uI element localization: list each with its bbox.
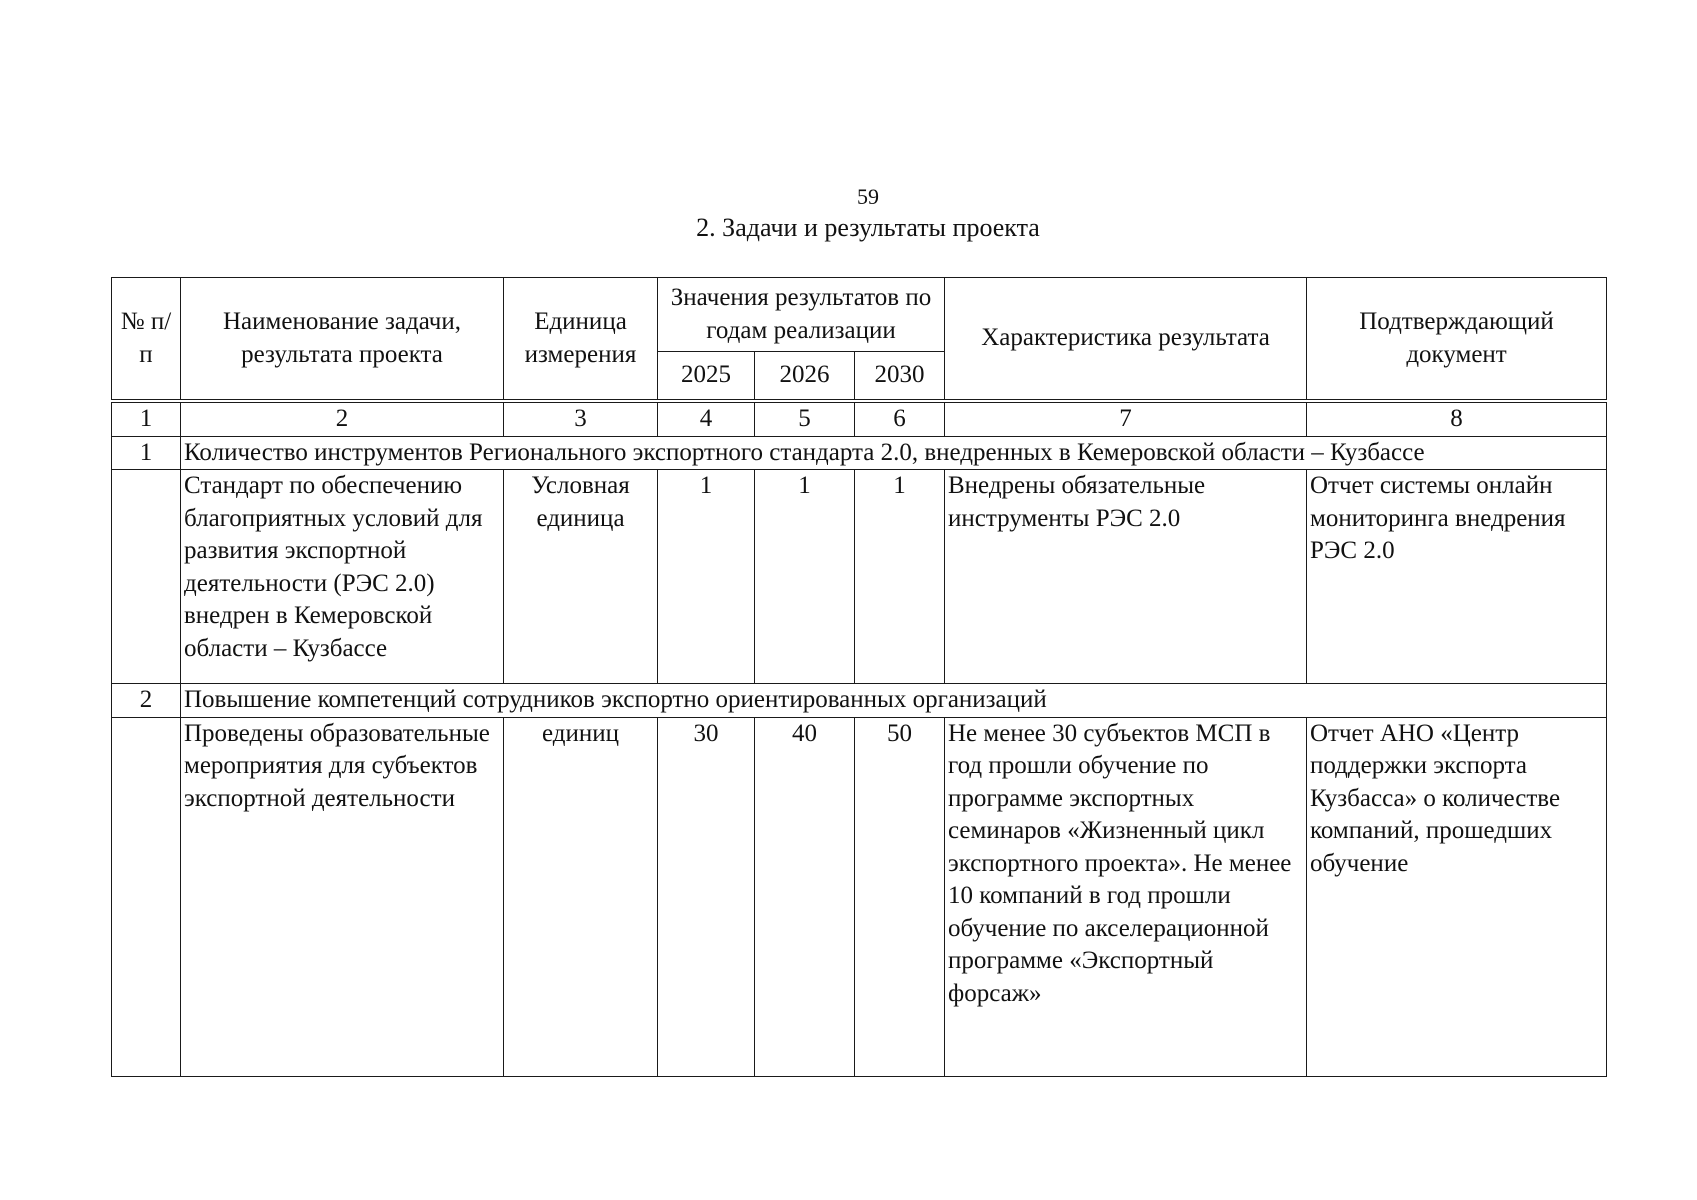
result-number-cell [112, 470, 181, 684]
column-number: 2 [181, 403, 504, 437]
column-number: 6 [855, 403, 945, 437]
task-number: 2 [112, 684, 181, 718]
result-row [112, 717, 1607, 1076]
column-number: 3 [504, 403, 658, 437]
result-name: Проведены образовательные мероприятия для субъектов экспортной деятельности [181, 717, 504, 1076]
result-value-2025: 1 [658, 470, 755, 684]
header-characteristic: Характеристика результата [945, 278, 1307, 400]
result-unit: единиц [504, 717, 658, 1076]
result-document: Отчет АНО «Центр поддержки экспорта Кузбасса» о количестве компаний, прошедших обучение [1307, 717, 1607, 1076]
header-unit: Единица измерения [504, 278, 658, 400]
header-year-2030: 2030 [855, 352, 945, 400]
result-characteristic: Не менее 30 субъектов МСП в год прошли обучение по программе экспортных семинаров «Жизненный цикл экспортного проекта». Не менее 10 компаний в год прошли обучение по акселерационной программе «Экспортный форсаж» [945, 717, 1307, 1076]
page-number: 59 [857, 184, 879, 209]
task-row [112, 436, 1607, 470]
task-number: 1 [112, 436, 181, 470]
task-row [112, 684, 1607, 718]
column-numbers-row [112, 403, 1607, 437]
header-task-name: Наименование задачи, результата проекта [181, 278, 504, 400]
result-value-2026: 40 [755, 717, 855, 1076]
column-number: 4 [658, 403, 755, 437]
task-title: Повышение компетенций сотрудников экспортно ориентированных организаций [181, 684, 1607, 718]
results-table-header [111, 277, 1607, 400]
result-document: Отчет системы онлайн мониторинга внедрения РЭС 2.0 [1307, 470, 1607, 684]
result-value-2025: 30 [658, 717, 755, 1076]
result-unit: Условная единица [504, 470, 658, 684]
header-document: Подтверждающий документ [1307, 278, 1607, 400]
header-values-group: Значения результатов по годам реализации [658, 278, 945, 352]
result-value-2026: 1 [755, 470, 855, 684]
column-number: 7 [945, 403, 1307, 437]
header-year-2025: 2025 [658, 352, 755, 400]
header-num: № п/п [112, 278, 181, 400]
result-value-2030: 50 [855, 717, 945, 1076]
header-year-2026: 2026 [755, 352, 855, 400]
results-table-body [111, 402, 1607, 1077]
section-title: 2. Задачи и результаты проекта [696, 213, 1040, 242]
column-number: 5 [755, 403, 855, 437]
column-number: 8 [1307, 403, 1607, 437]
column-number: 1 [112, 403, 181, 437]
result-characteristic: Внедрены обязательные инструменты РЭС 2.0 [945, 470, 1307, 684]
result-row [112, 470, 1607, 684]
result-name: Стандарт по обеспечению благоприятных условий для развития экспортной деятельности (РЭС 2.0) внедрен в Кемеровской области – Кузбассе [181, 470, 504, 684]
result-number-cell [112, 717, 181, 1076]
task-title: Количество инструментов Регионального экспортного стандарта 2.0, внедренных в Кемеровской области – Кузбассе [181, 436, 1607, 470]
result-value-2030: 1 [855, 470, 945, 684]
